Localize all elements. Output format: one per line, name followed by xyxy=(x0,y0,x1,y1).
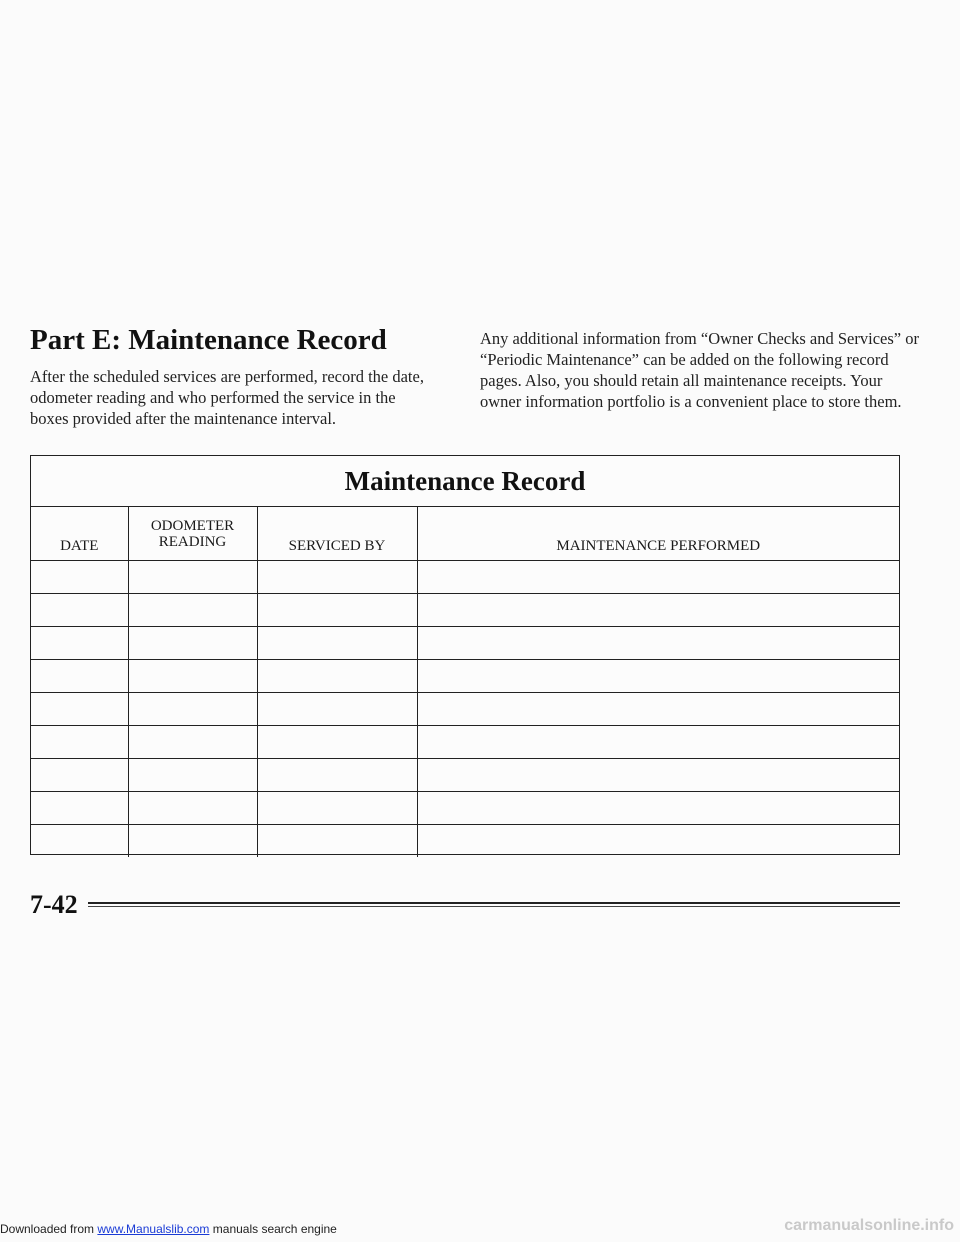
table-row xyxy=(31,759,899,792)
page-heading: Part E: Maintenance Record xyxy=(30,324,387,356)
cell-date[interactable] xyxy=(31,726,128,759)
table-row xyxy=(31,693,899,726)
header-odometer-reading xyxy=(128,507,257,561)
cell-serviced-by[interactable] xyxy=(257,594,417,627)
cell-date[interactable] xyxy=(31,627,128,660)
cell-date[interactable] xyxy=(31,594,128,627)
record-table-title: Maintenance Record xyxy=(31,456,899,507)
record-grid xyxy=(31,507,899,857)
footer-rule xyxy=(88,902,900,907)
header-odometer-line-1: ODOMETER xyxy=(150,517,235,534)
cell-maintenance[interactable] xyxy=(417,660,899,693)
cell-odometer[interactable] xyxy=(128,726,257,759)
intro-left-paragraph: After the scheduled services are performed, record the date, odometer reading and who performed the service in the boxes provided after the maintenance interval. xyxy=(30,367,424,428)
cell-maintenance[interactable] xyxy=(417,594,899,627)
cell-serviced-by[interactable] xyxy=(257,627,417,660)
cell-maintenance[interactable] xyxy=(417,726,899,759)
header-serviced-by: SERVICED BY xyxy=(257,507,417,561)
cell-serviced-by[interactable] xyxy=(257,561,417,594)
header-odometer-line-2: READING xyxy=(158,533,227,550)
maintenance-record-table xyxy=(30,455,900,855)
cell-odometer[interactable] xyxy=(128,792,257,825)
site-watermark: carmanualsonline.info xyxy=(784,1217,954,1234)
cell-date[interactable] xyxy=(31,693,128,726)
table-row xyxy=(31,792,899,825)
cell-serviced-by[interactable] xyxy=(257,759,417,792)
intro-right-paragraph: Any additional information from “Owner Checks and Services” or “Periodic Maintenance” can be added on the following record pages. Also, you should retain all maintenance receipts. Your owner information portfolio is a convenient place to store them. xyxy=(480,329,919,411)
cell-odometer[interactable] xyxy=(128,561,257,594)
header-date: DATE xyxy=(31,507,128,561)
cell-odometer[interactable] xyxy=(128,759,257,792)
cell-odometer[interactable] xyxy=(128,627,257,660)
cell-maintenance[interactable] xyxy=(417,627,899,660)
cell-serviced-by[interactable] xyxy=(257,726,417,759)
table-row xyxy=(31,627,899,660)
cell-serviced-by[interactable] xyxy=(257,825,417,858)
cell-serviced-by[interactable] xyxy=(257,693,417,726)
banner-prefix: Downloaded from xyxy=(0,1222,98,1236)
download-banner xyxy=(0,1222,337,1236)
header-maintenance-performed: MAINTENANCE PERFORMED xyxy=(417,507,899,561)
page-number: 7-42 xyxy=(30,890,78,919)
cell-date[interactable] xyxy=(31,759,128,792)
cell-date[interactable] xyxy=(31,660,128,693)
cell-maintenance[interactable] xyxy=(417,792,899,825)
manualslib-link[interactable]: www.Manualslib.com xyxy=(97,1222,210,1236)
cell-odometer[interactable] xyxy=(128,594,257,627)
table-row xyxy=(31,726,899,759)
table-row xyxy=(31,594,899,627)
cell-maintenance[interactable] xyxy=(417,759,899,792)
table-row xyxy=(31,561,899,594)
cell-maintenance[interactable] xyxy=(417,693,899,726)
cell-odometer[interactable] xyxy=(128,660,257,693)
cell-date[interactable] xyxy=(31,792,128,825)
table-row xyxy=(31,660,899,693)
table-row xyxy=(31,825,899,858)
cell-odometer[interactable] xyxy=(128,825,257,858)
cell-odometer[interactable] xyxy=(128,693,257,726)
cell-maintenance[interactable] xyxy=(417,561,899,594)
cell-maintenance[interactable] xyxy=(417,825,899,858)
record-header-row xyxy=(31,507,899,561)
cell-serviced-by[interactable] xyxy=(257,792,417,825)
cell-serviced-by[interactable] xyxy=(257,660,417,693)
cell-date[interactable] xyxy=(31,825,128,858)
cell-date[interactable] xyxy=(31,561,128,594)
banner-suffix: manuals search engine xyxy=(209,1222,337,1236)
